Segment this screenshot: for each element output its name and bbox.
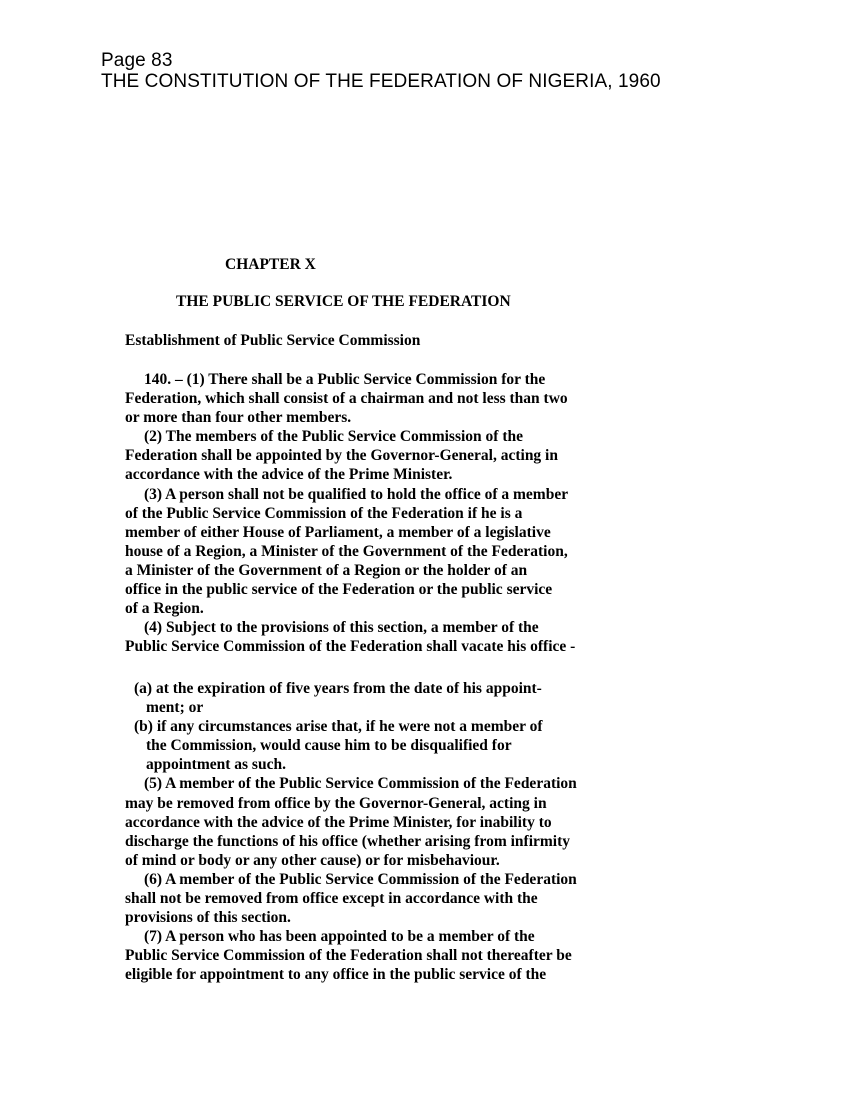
text-line: office in the public service of the Federation or the public service (125, 581, 553, 599)
text-line: eligible for appointment to any office in the public service of the (125, 966, 547, 984)
text-line: (7) A person who has been appointed to be a member of the (144, 928, 535, 946)
text-line: (a) at the expiration of five years from the date of his appoint- (134, 680, 542, 697)
text-line: (5) A member of the Public Service Commission of the Federation (144, 775, 577, 793)
text-line: Federation shall be appointed by the Governor-General, acting in (125, 447, 558, 465)
text-line: (4) Subject to the provisions of this section, a member of the (144, 619, 539, 637)
page-number: Page 83 (101, 50, 173, 71)
text-line: (b) if any circumstances arise that, if he were not a member of (134, 718, 543, 736)
chapter-number: CHAPTER X (225, 256, 316, 273)
text-line: or more than four other members. (125, 409, 352, 427)
text-line: of the Public Service Commission of the Federation if he is a (125, 504, 523, 522)
text-line: Federation, which shall consist of a chairman and not less than two (125, 390, 568, 408)
text-line: accordance with the advice of the Prime Minister. (125, 466, 453, 484)
text-line: house of a Region, a Minister of the Government of the Federation, (125, 542, 568, 560)
text-line: (3) A person shall not be qualified to hold the office of a member (144, 485, 569, 503)
text-line: (6) A member of the Public Service Commission of the Federation (144, 870, 577, 888)
section-text-block-1 (125, 370, 625, 656)
text-line: of a Region. (125, 600, 204, 618)
text-line: 140. – (1) There shall be a Public Service Commission for the (144, 371, 546, 388)
text-line: the Commission, would cause him to be disqualified for (146, 737, 512, 755)
document-title: THE CONSTITUTION OF THE FEDERATION OF NIGERIA, 1960 (101, 71, 661, 92)
text-line: may be removed from office by the Governor-General, acting in (125, 794, 547, 812)
text-line: Public Service Commission of the Federation shall vacate his office - (125, 638, 576, 656)
text-line: a Minister of the Government of a Region or the holder of an (125, 561, 528, 579)
text-line: ment; or (146, 699, 204, 717)
text-line: (2) The members of the Public Service Commission of the (144, 428, 523, 446)
text-line: provisions of this section. (125, 909, 291, 927)
section-heading: Establishment of Public Service Commission (125, 332, 421, 349)
section-text-block-2 (125, 679, 625, 985)
text-line: discharge the functions of his office (whether arising from infirmity (125, 832, 571, 850)
text-line: member of either House of Parliament, a member of a legislative (125, 523, 551, 541)
text-line: accordance with the advice of the Prime Minister, for inability to (125, 813, 552, 831)
chapter-title: THE PUBLIC SERVICE OF THE FEDERATION (176, 293, 511, 310)
text-line: shall not be removed from office except in accordance with the (125, 890, 538, 908)
text-line: appointment as such. (146, 756, 286, 774)
text-line: Public Service Commission of the Federation shall not thereafter be (125, 947, 572, 965)
text-line: of mind or body or any other cause) or for misbehaviour. (125, 851, 500, 869)
